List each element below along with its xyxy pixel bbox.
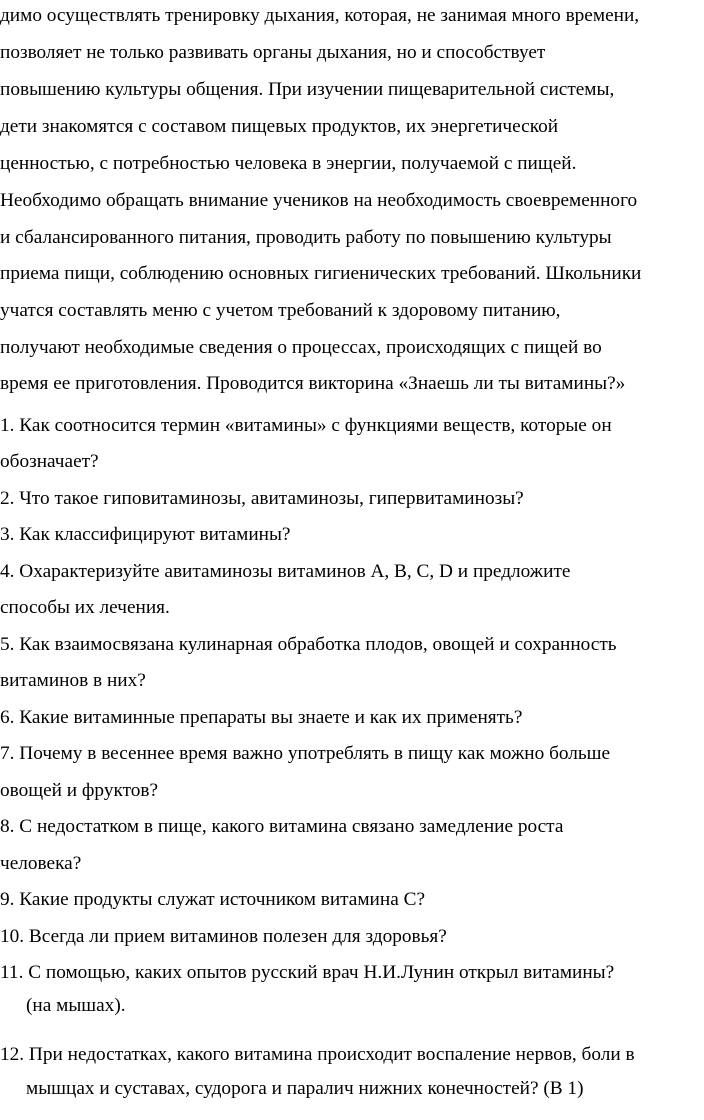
paragraph-line: ценностью, с потребностью человека в энергии, получаемой с пищей. bbox=[0, 153, 577, 174]
paragraph-line: димо осуществлять тренировку дыхания, которая, не занимая много времени, bbox=[0, 5, 640, 26]
question-10: 10. Всегда ли прием витаминов полезен для здоровья? bbox=[0, 926, 447, 947]
question-2: 2. Что такое гиповитаминозы, авитаминозы, гипервитаминозы? bbox=[0, 488, 524, 509]
question-6: 6. Какие витаминные препараты вы знаете и как их применять? bbox=[0, 707, 523, 728]
paragraph-line: время ее приготовления. Проводится викторина «Знаешь ли ты витамины?» bbox=[0, 373, 626, 394]
question-11: 11. С помощью, каких опытов русский врач Н.И.Лунин открыл витамины? bbox=[0, 962, 615, 983]
question-7-continuation: овощей и фруктов? bbox=[0, 780, 159, 801]
paragraph-line: и сбалансированного питания, проводить работу по повышению культуры bbox=[0, 227, 612, 248]
question-4-continuation: способы их лечения. bbox=[0, 597, 170, 618]
question-3: 3. Как классифицируют витамины? bbox=[0, 524, 291, 545]
question-5: 5. Как взаимосвязана кулинарная обработка плодов, овощей и сохранность bbox=[0, 634, 617, 655]
paragraph-line: учатся составлять меню с учетом требований к здоровому питанию, bbox=[0, 300, 561, 321]
question-8: 8. С недостатком в пище, какого витамина связано замедление роста bbox=[0, 816, 564, 837]
paragraph-line: позволяет не только развивать органы дыхания, но и способствует bbox=[0, 42, 546, 63]
paragraph-line: дети знакомятся с составом пищевых продуктов, их энергетической bbox=[0, 116, 559, 137]
paragraph-line: повышению культуры общения. При изучении пищеварительной системы, bbox=[0, 79, 615, 100]
paragraph-line: получают необходимые сведения о процессах, происходящих с пищей во bbox=[0, 337, 602, 358]
question-7: 7. Почему в весеннее время важно употреблять в пищу как можно больше bbox=[0, 743, 611, 764]
question-4: 4. Охарактеризуйте авитаминозы витаминов А, В, С, D и предложите bbox=[0, 561, 571, 582]
question-5-continuation: витаминов в них? bbox=[0, 670, 146, 691]
question-9: 9. Какие продукты служат источником витамина С? bbox=[0, 889, 425, 910]
question-11-continuation: (на мышах). bbox=[26, 995, 126, 1016]
question-8-continuation: человека? bbox=[0, 853, 82, 874]
question-1-continuation: обозначает? bbox=[0, 451, 99, 472]
question-12: 12. При недостатках, какого витамина происходит воспаление нервов, боли в bbox=[0, 1044, 635, 1065]
question-12-continuation: мышцах и суставах, судорога и паралич нижних конечностей? (В 1) bbox=[26, 1078, 584, 1099]
paragraph-line: Необходимо обращать внимание учеников на необходимость своевременного bbox=[0, 190, 638, 211]
paragraph-line: приема пищи, соблюдению основных гигиенических требований. Школьники bbox=[0, 263, 642, 284]
question-1: 1. Как соотносится термин «витамины» с функциями веществ, которые он bbox=[0, 415, 612, 436]
